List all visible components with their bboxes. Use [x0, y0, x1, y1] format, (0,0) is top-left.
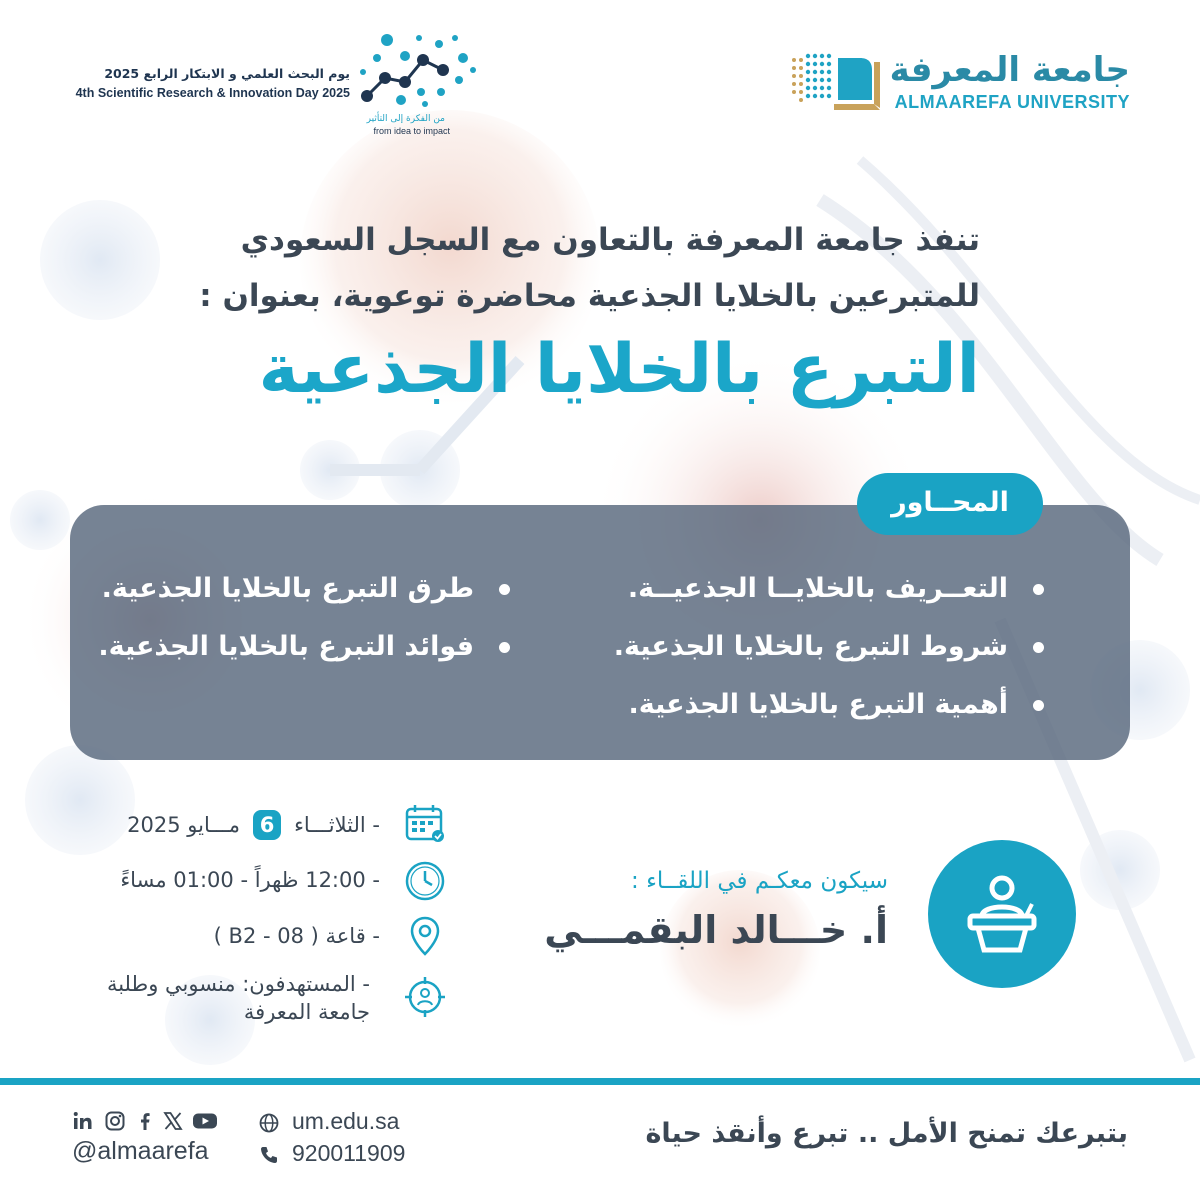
target-user-icon — [404, 976, 446, 1018]
event-tagline-en: from idea to impact — [373, 126, 450, 136]
phone-icon — [258, 1144, 280, 1166]
intro-line-2: للمتبرعين بالخلايا الجذعية محاضرة توعوية، بعنوان : — [199, 278, 980, 314]
audience-line-1: - المستهدفون: منسوبي وطلبة — [106, 972, 370, 996]
bullet-icon — [499, 642, 510, 653]
speaker-podium-icon — [964, 874, 1040, 954]
linkedin-icon[interactable] — [72, 1110, 94, 1132]
bullet-icon — [1033, 700, 1044, 711]
university-name-ar: جامعة المعرفة — [889, 50, 1130, 90]
axis-item-text: التعــريف بالخلايــا الجذعيــة. — [627, 573, 1008, 604]
axis-item — [614, 676, 1050, 734]
intro-text — [180, 212, 980, 324]
event-logo — [60, 30, 490, 140]
speaker-badge — [928, 840, 1076, 988]
bullet-icon — [1033, 584, 1044, 595]
social-handle[interactable]: @almaarefa — [72, 1137, 209, 1165]
website-link[interactable]: um.edu.sa — [292, 1108, 400, 1134]
university-logo — [790, 50, 1130, 120]
instagram-icon[interactable] — [104, 1110, 126, 1132]
axis-item-text: طرق التبرع بالخلايا الجذعية. — [101, 573, 474, 604]
axis-item — [98, 618, 516, 676]
book-dots-logo-icon — [790, 52, 885, 114]
axis-item-text: أهمية التبرع بالخلايا الجذعية. — [628, 689, 1008, 720]
axes-label: المحــاور — [857, 473, 1043, 535]
phone-number[interactable]: 920011909 — [292, 1140, 406, 1166]
axis-item — [614, 560, 1050, 618]
x-icon[interactable] — [162, 1110, 184, 1132]
audience-line-2: جامعة المعرفة — [243, 1000, 370, 1024]
footer-divider — [0, 1078, 1200, 1085]
date-prefix: - الثلاثـــاء — [294, 813, 380, 837]
social-links — [72, 1110, 222, 1134]
date-row — [127, 810, 380, 840]
university-name-en: ALMAAREFA UNIVERSITY — [894, 92, 1130, 112]
axis-item — [614, 618, 1050, 676]
footer-slogan: بتبرعك تمنح الأمل .. تبرع وأنقذ حياة — [645, 1118, 1128, 1149]
clock-icon — [404, 860, 446, 902]
intro-line-1: تنفذ جامعة المعرفة بالتعاون مع السجل السعودي — [240, 222, 980, 258]
bullet-icon — [499, 584, 510, 595]
speaker-intro: سيكون معكـم في اللقــاء : — [631, 868, 888, 894]
axis-item-text: شروط التبرع بالخلايا الجذعية. — [613, 631, 1008, 662]
globe-icon — [258, 1112, 280, 1134]
network-dots-logo-icon — [355, 30, 480, 108]
bullet-icon — [1033, 642, 1044, 653]
hall-row: - قاعة ( B2 - 08 ) — [213, 924, 380, 948]
facebook-icon[interactable] — [134, 1110, 156, 1132]
speaker-name: أ. خـــالد البقمـــي — [544, 908, 888, 952]
location-pin-icon — [404, 915, 446, 957]
calendar-icon — [404, 803, 446, 845]
axes-list-left — [98, 560, 516, 676]
event-name-en: 4th Scientific Research & Innovation Day 2025 — [75, 86, 350, 100]
audience-row — [107, 970, 370, 1026]
axis-item-text: فوائد التبرع بالخلايا الجذعية. — [98, 631, 474, 662]
axis-item — [98, 560, 516, 618]
lecture-title: التبرع بالخلايا الجذعية — [258, 330, 980, 409]
date-suffix: مـــايو 2025 — [127, 813, 241, 837]
event-name-ar: يوم البحث العلمي و الابتكار الرابع 2025 — [104, 66, 350, 81]
time-row: - 12:00 ظهراً - 01:00 مساءً — [120, 868, 380, 892]
youtube-icon[interactable] — [192, 1110, 218, 1132]
event-tagline-ar: من الفكرة إلى التأثير — [366, 114, 445, 124]
axes-list-right — [614, 560, 1050, 734]
date-day-badge: 6 — [253, 810, 282, 840]
